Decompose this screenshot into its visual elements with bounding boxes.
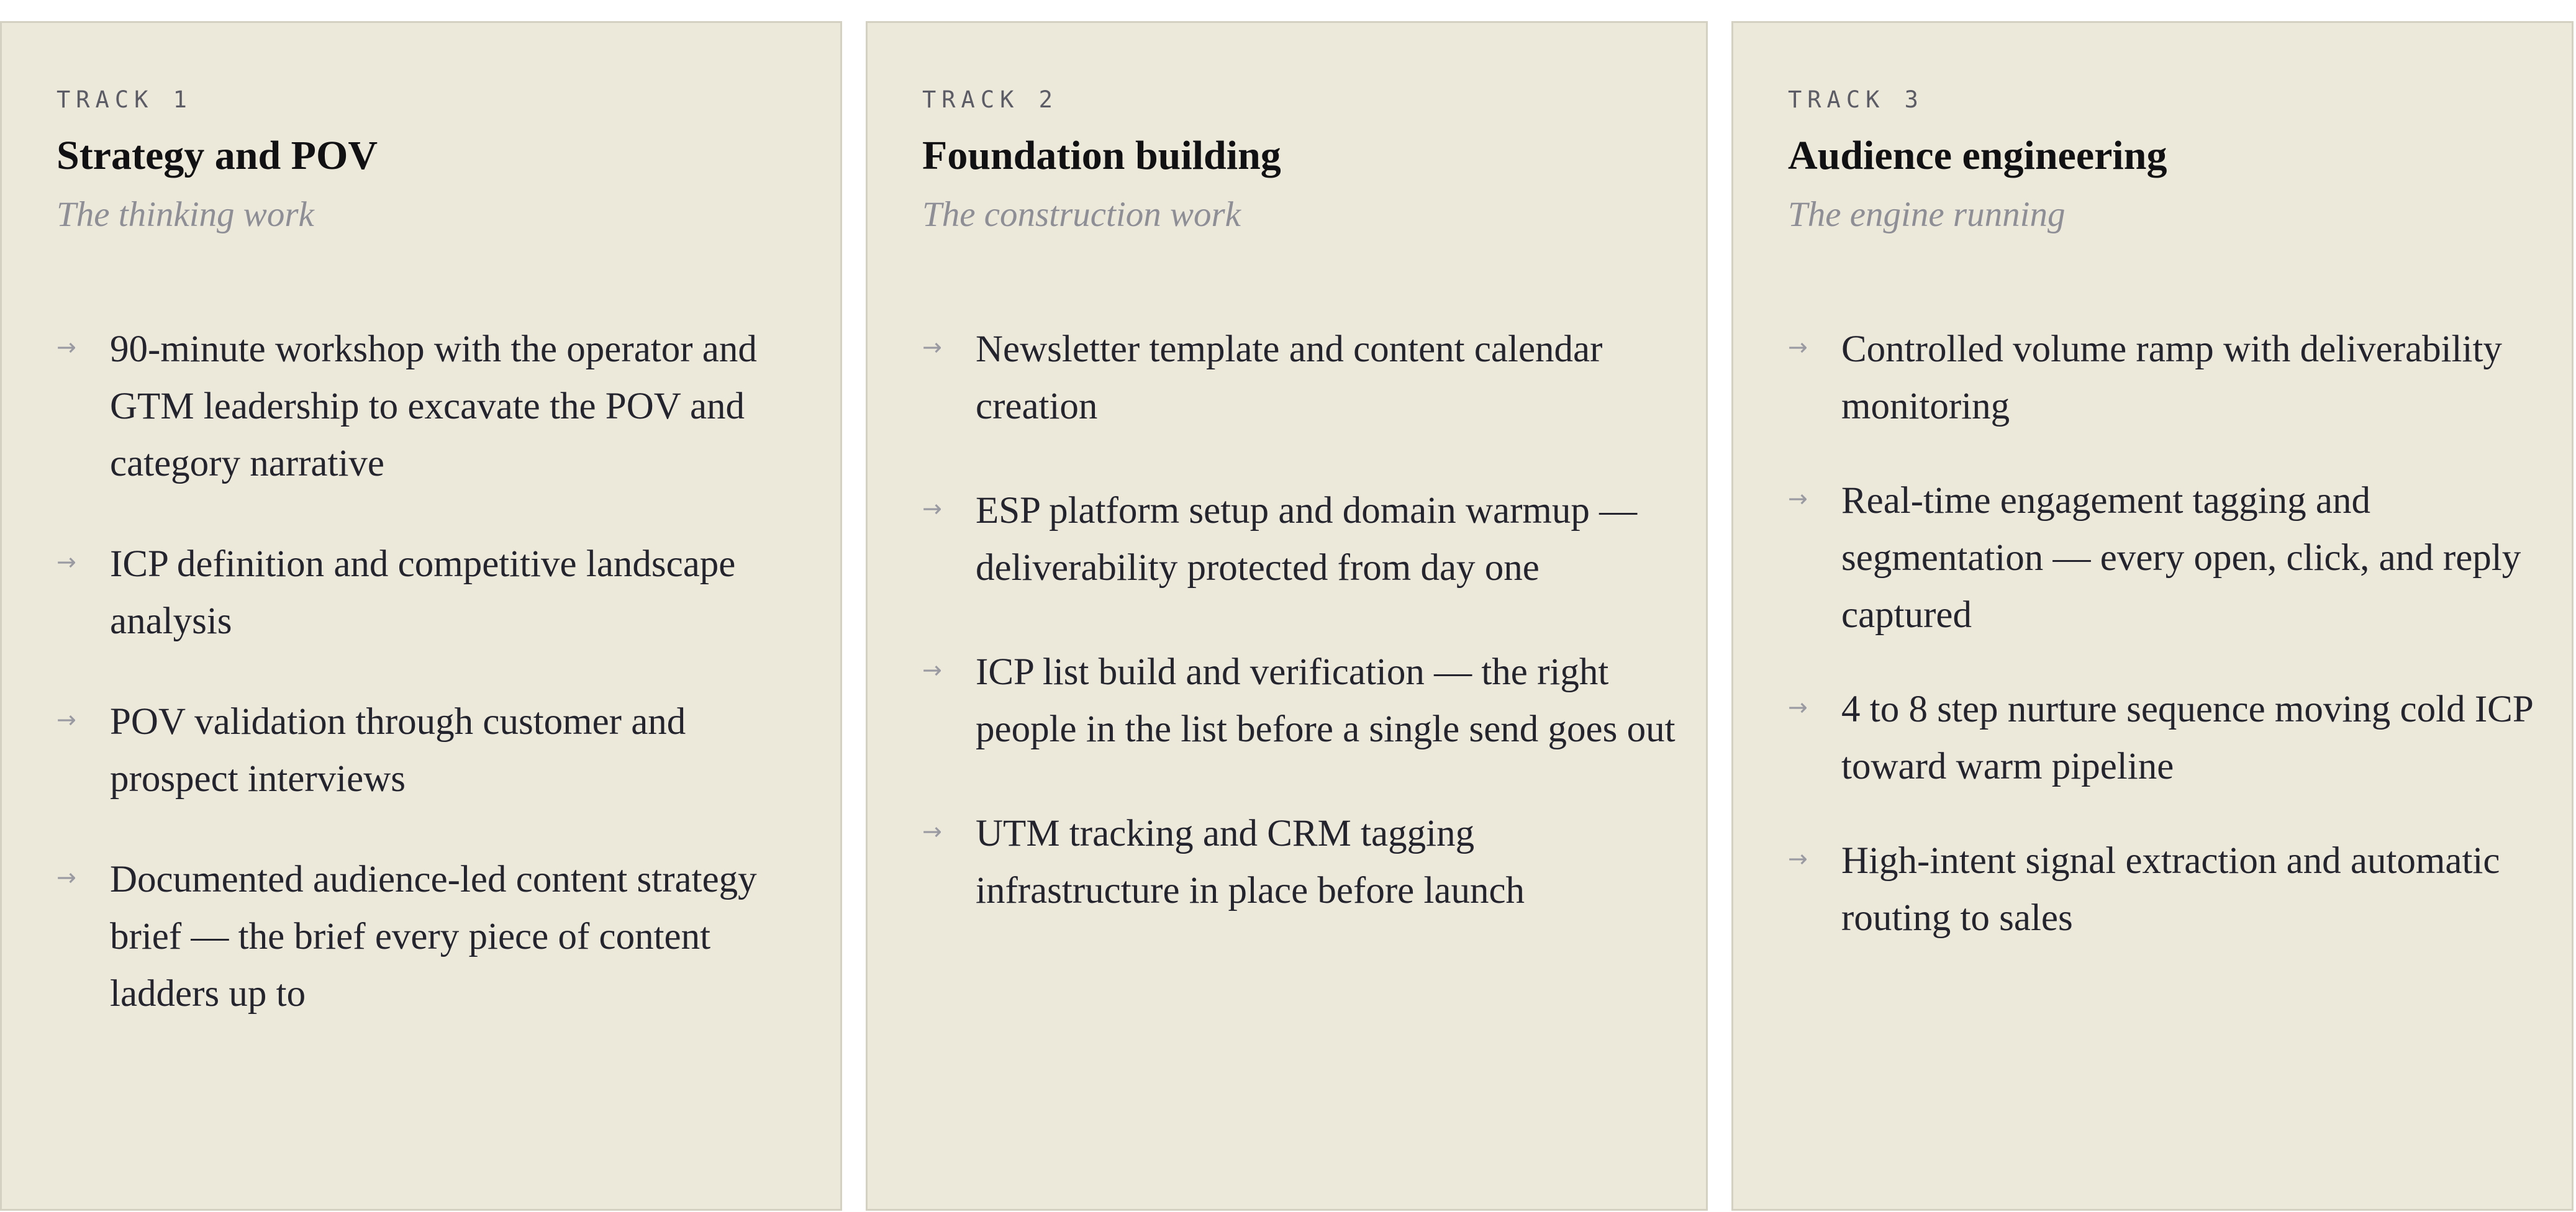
track-label: TRACK 1 (57, 86, 193, 113)
track-subtitle: The engine running (1788, 195, 2066, 234)
list-item (1788, 321, 2546, 435)
list-item (922, 321, 1680, 435)
arrow-right-icon: → (1788, 485, 1808, 512)
arrow-right-icon: → (922, 333, 942, 361)
list-item-text: ICP definition and competitive landscape analysis (110, 543, 736, 642)
track-card-2 (866, 21, 1708, 1211)
arrow-right-icon: → (1788, 845, 1808, 872)
list-item (1788, 681, 2546, 795)
list-item-text: Newsletter template and content calendar creation (976, 328, 1603, 427)
list-item (57, 851, 814, 1023)
list-item-text: 4 to 8 step nurture sequence moving cold ICP toward warm pipeline (1841, 689, 2533, 787)
arrow-right-icon: → (922, 818, 942, 845)
track-label: TRACK 2 (922, 86, 1058, 113)
track-item-list (57, 321, 814, 1066)
track-subtitle: The thinking work (57, 195, 314, 234)
arrow-right-icon: → (57, 548, 76, 576)
list-item-text: High-intent signal extraction and automatic routing to sales (1841, 840, 2500, 939)
track-title: Foundation building (922, 133, 1281, 178)
track-title: Strategy and POV (57, 133, 378, 178)
list-item (922, 644, 1680, 758)
track-subtitle: The construction work (922, 195, 1241, 234)
list-item (57, 321, 814, 492)
track-card-1 (0, 21, 842, 1211)
track-label: TRACK 3 (1788, 86, 1924, 113)
arrow-right-icon: → (57, 864, 76, 891)
list-item-text: UTM tracking and CRM tagging infrastructure in place before launch (976, 813, 1525, 911)
arrow-right-icon: → (57, 706, 76, 733)
tracks-grid (0, 21, 2576, 1212)
list-item-text: Documented audience-led content strategy brief — the brief every piece of content ladders up to (110, 859, 757, 1015)
list-item (1788, 473, 2546, 644)
list-item-text: POV validation through customer and prospect interviews (110, 701, 686, 800)
list-item-text: ESP platform setup and domain warmup — deliverability protected from day one (976, 490, 1638, 589)
arrow-right-icon: → (1788, 694, 1808, 721)
arrow-right-icon: → (922, 656, 942, 684)
list-item (922, 482, 1680, 597)
list-item (57, 694, 814, 808)
list-item (57, 536, 814, 650)
list-item-text: 90-minute workshop with the operator and GTM leadership to excavate the POV and category narrative (110, 328, 757, 484)
track-title: Audience engineering (1788, 133, 2167, 178)
track-item-list (922, 321, 1680, 967)
list-item-text: Real-time engagement tagging and segmentation — every open, click, and reply captured (1841, 480, 2521, 636)
list-item (1788, 833, 2546, 947)
track-card-3 (1731, 21, 2574, 1211)
list-item-text: ICP list build and verification — the right people in the list before a single send goes out (976, 651, 1676, 750)
arrow-right-icon: → (922, 495, 942, 522)
list-item-text: Controlled volume ramp with deliverability monitoring (1841, 328, 2502, 427)
track-item-list (1788, 321, 2546, 984)
list-item (922, 805, 1680, 920)
arrow-right-icon: → (57, 333, 76, 361)
arrow-right-icon: → (1788, 333, 1808, 361)
